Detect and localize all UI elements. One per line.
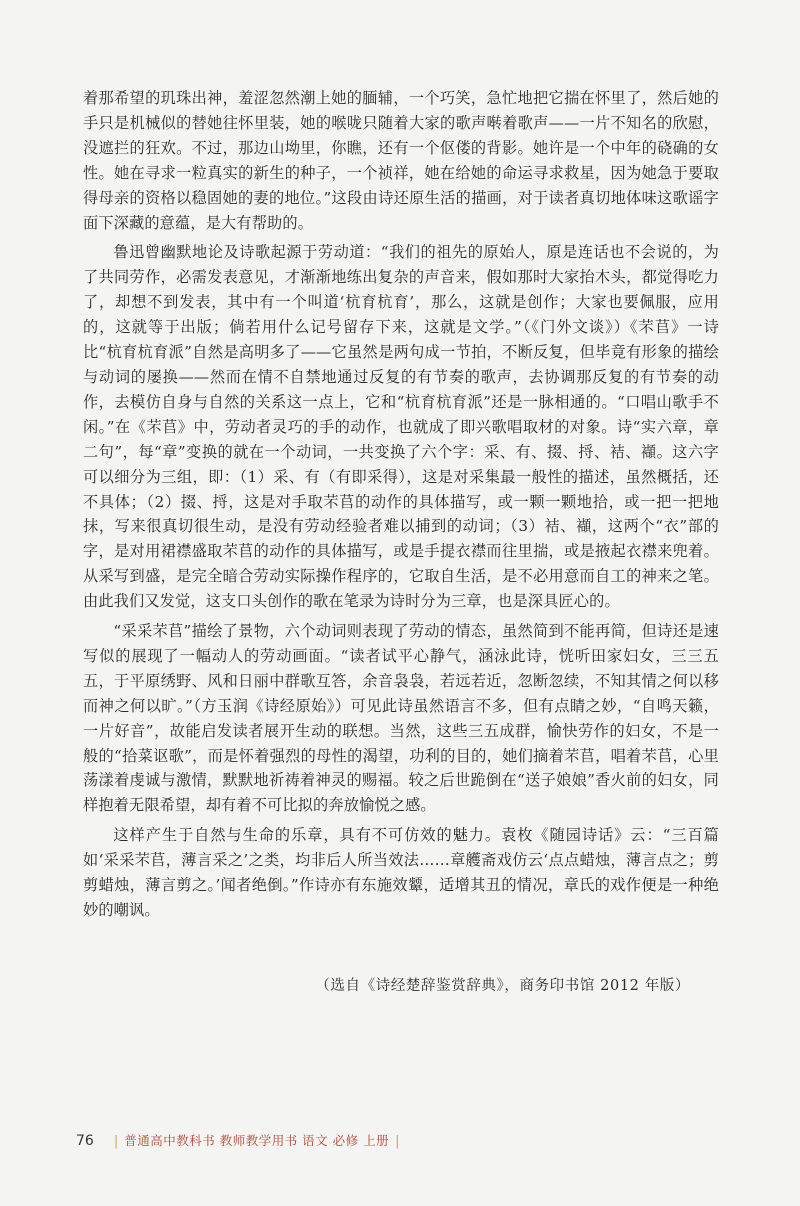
series-title: 普通高中教科书 教师教学用书 语文 必修 上册 [124,1133,390,1148]
footer-separator-left: | [113,1134,119,1149]
paragraph-3: “采采芣苢”描绘了景物，六个动词则表现了劳动的情态，虽然简到不能再简，但诗还是速写似的展现了一幅动人的劳动画面。“读者试平心静气，涵泳此诗，恍听田家妇女，三三五五，于平原绣野、风和日丽中群歌互答，余音袅袅，若远若近，忽断忽续，不知其情之何以移而神之何以旷。”（方玉润《诗经原始》）可见此诗虽然语言不多，但有点睛之妙，“自鸣天籁，一片好音”，故能启发读者展开生动的联想。当然，这些三五成群，愉快劳作的妇女，不是一般的“拾菜讴歌”，而是怀着强烈的母性的渴望，功利的目的，她们摘着芣苢，唱着芣苢，心里荡漾着虔诚与激情，默默地祈祷着神灵的赐福。较之后世跪倒在“送子娘娘”香火前的妇女，同样抱着无限希望，却有着不可比拟的奔放愉悦之感。 [83,622,719,815]
paragraph-1: 着那希望的玑珠出神，羞涩忽然潮上她的腼辅，一个巧笑，急忙地把它揣在怀里了，然后她的手只是机械似的替她往怀里装，她的喉咙只随着大家的歌声啭着歌声——一片不知名的欣慰，没遮拦的狂欢。不过，那边山坳里，你瞧，还有一个伛偻的背影。她许是一个中年的硗确的女性。她在寻求一粒真实的新生的种子，一个祯祥，她在给她的命运寻求救星，因为她急于要取得母亲的资格以稳固她的妻的地位。”这段由诗还原生活的描画，对于读者真切地体味这歌谣字面下深藏的意蕴，是大有帮助的。 [83,89,719,232]
page-body [83,86,719,923]
paragraph-2: 鲁迅曾幽默地论及诗歌起源于劳动道：“我们的祖先的原始人，原是连话也不会说的，为了共同劳作，必需发表意见，才渐渐地练出复杂的声音来，假如那时大家抬木头，都觉得吃力了，却想不到发表，其中有一个叫道‘杭育杭育’，那么，这就是创作；大家也要佩服，应用的，这就等于出版；倘若用什么记号留存下来，这就是文学。”（《门外文谈》）《芣苢》一诗比“杭育杭育派”自然是高明多了——它虽然是两句成一节拍，不断反复，但毕竟有形象的描绘与动词的屡换——然而在情不自禁地通过反复的有节奏的歌声，去协调那反复的有节奏的动作，去模仿自身与自然的关系这一点上，它和“杭育杭育派”还是一脉相通的。“口唱山歌手不闲。”在《芣苢》中，劳动者灵巧的手的动作，也就成了即兴歌唱取材的对象。诗“实六章，章二句”，每“章”变换的就在一个动词，一共变换了六个字：采、有、掇、捋、袺、襭。这六字可以细分为三组，即：（1）采、有（有即采得），这是对采集最一般性的描述，虽然概括，还不具体；（2）掇、捋，这是对手取芣苢的动作的具体描写，或一颗一颗地拾，或一把一把地抹，写来很真切很生动，是没有劳动经验者难以捕到的动词；（3）袺、襭，这两个“衣”部的字，是对用裙襟盛取芣苢的动作的具体描写，或是手提衣襟而往里揣，或是掖起衣襟来兜着。从采写到盛，是完全暗合劳动实际操作程序的，它取自生活，是不必用意而自工的神来之笔。由此我们又发觉，这支口头创作的歌在笔录为诗时分为三章，也是深具匠心的。 [83,243,719,611]
source-citation: （选自《诗经楚辞鉴赏辞典》，商务印书馆 2012 年版） [315,978,690,994]
page-number: 76 [76,1133,94,1149]
footer-separator-right: | [395,1134,400,1149]
page-footer [76,1131,406,1149]
paragraph-4: 这样产生于自然与生命的乐章，具有不可仿效的魅力。袁枚《随园诗话》云：“三百篇如‘采采芣苢，薄言采之’之类，均非后人所当效法……章艧斋戏仿云‘点点蜡烛，薄言点之；剪剪蜡烛，薄言剪之。’闻者绝倒。”作诗亦有东施效颦，适增其丑的情况，章氏的戏作便是一种绝妙的嘲讽。 [83,826,719,919]
